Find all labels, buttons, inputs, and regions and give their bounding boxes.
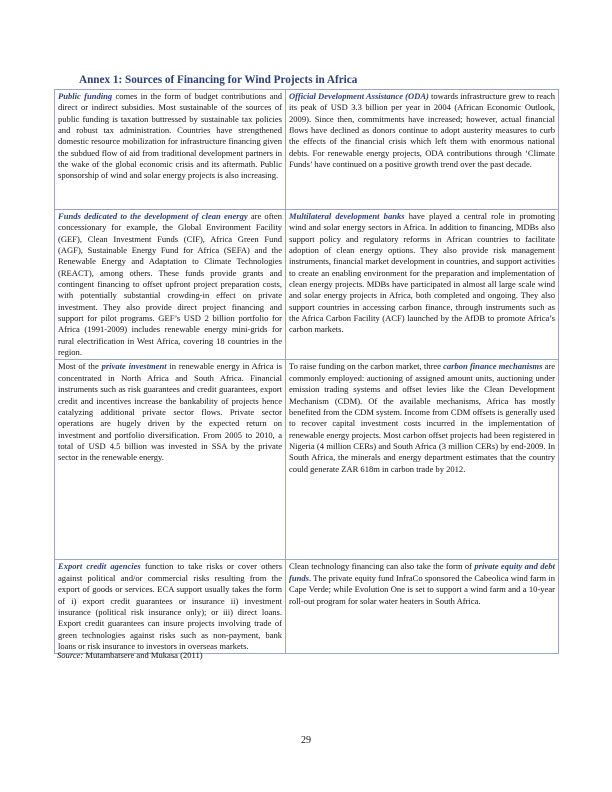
cell-text-prefix: Clean technology financing can also take the form of xyxy=(289,561,475,572)
highlighted-term: Funds dedicated to the development of clean energy xyxy=(58,211,248,221)
table-cell-public-funding xyxy=(55,90,286,210)
table-cell-private-investment xyxy=(55,360,286,560)
source-note xyxy=(57,650,203,661)
table-row xyxy=(55,560,559,654)
cell-text: towards infrastructure grew to reach its peak of USD 3.3 billion per year in 2004 (African Economic Outlook, 2009). Since then, commitments have increased; however, actual financial flows have declined as donors continue to adopt austerity measures to curb the effects of the financial crisis which left them with enormous national debts. For renewable energy projects, ODA contributions through ‘Climate Funds’ have continued on a positive growth trend over the past decade. xyxy=(289,91,556,170)
highlighted-term: Public funding xyxy=(58,91,113,101)
highlighted-term: Official Development Assistance (ODA) xyxy=(289,91,429,101)
table-row xyxy=(55,210,559,360)
cell-text: function to take risks or cover others against political and/or commercial risks resulting from the export of goods or services. ECA support usually takes the form of i) export credit guarantees or insurance ii) investment insurance (political risk insurance only); or iii) direct loans. Export credit guarantees can insure projects involving trade of green technologies against risks such as non-payment, bank loans or risk insurance to investors in overseas markets. xyxy=(58,561,282,651)
highlighted-term: private equity and debt funds xyxy=(289,561,555,583)
source-label: Source: xyxy=(57,650,84,660)
cell-text: in renewable energy in Africa is concentrated in North Africa and South Africa. Financial instruments such as risk guarantees and credit guarantees, export credit and incentives increase the bankability of projects hence catalyzing additional private sector flows. Private sector operations are hugely driven by the expected return on investment and portfolio diversification. From 2005 to 2010, a total of USD 4.5 billion was invested in SSA by the private sector in the renewable energy. xyxy=(58,361,282,463)
source-text: Mutambatsere and Mukasa (2011) xyxy=(83,650,203,660)
annex-title: Annex 1: Sources of Financing for Wind Projects in Africa xyxy=(79,74,358,86)
cell-text: are commonly employed: auctioning of assigned amount units, auctioning under emission trading systems and offset levies like the Clean Development Mechanism (CDM). Of the available mechanisms, Africa has mostly benefited from the CDM system. Income from CDM offsets is generally used to recover capital investment costs incurred in the implementation of renewable energy projects. Most carbon offset projects had been registered in Nigeria (4 million CERs) and South Africa (3 million CERs) by end-2009. In South Africa, the minerals and energy department estimates that the country could generate ZAR 618m in carbon trade by 2012. xyxy=(289,361,556,474)
cell-text: have played a central role in promoting wind and solar energy sectors in Africa. In addition to financing, MDBs also support policy and regulatory reforms in African countries to facilitate adoption of clean energy options. They also provide risk management instruments, financial market development in countries, and support activities to create an enabling environment for the preparation and implementation of clean energy projects. MDBs have participated in almost all large scale wind and solar energy projects in Africa, both completed and ongoing. They also support countries in accessing carbon finance, through instruments such as the Africa Carbon Facility (ACF) launched by the AfDB to promote Africa’s carbon markets. xyxy=(289,211,555,335)
table-cell-export-credit xyxy=(55,560,286,654)
table-cell-private-equity xyxy=(286,560,559,654)
table-row xyxy=(55,90,559,210)
cell-text: comes in the form of budget contributions and direct or indirect subsidies. Most sustainable of the sources of public funding is taxation buttressed by sustainable tax policies and robust tax administration. Countries have strengthened domestic resource mobilization for infrastructure financing given the subdued flow of aid from traditional development partners in the wake of the global economic crisis and its aftermath. Public sponsorship of wind and solar energy projects is also increasing. xyxy=(58,91,282,181)
table-cell-mdbs xyxy=(286,210,559,360)
highlighted-term: private investment xyxy=(101,361,167,372)
table-cell-oda xyxy=(286,90,559,210)
page-number: 29 xyxy=(301,735,311,746)
cell-text-prefix: To raise funding on the carbon market, three xyxy=(289,361,444,372)
highlighted-term: Multilateral development banks xyxy=(289,211,405,221)
table-cell-carbon-finance xyxy=(286,360,559,560)
financing-sources-table xyxy=(54,89,559,654)
highlighted-term: carbon finance mechanisms xyxy=(443,361,543,372)
highlighted-term: Export credit agencies xyxy=(58,561,141,572)
cell-text-prefix: Most of the xyxy=(58,361,102,372)
cell-text: . The private equity fund InfraCo sponsored the Cabeolica wind farm in Cape Verde; while Evolution One is set to support a wind farm and a 10-year roll-out program for solar water heaters in South Africa. xyxy=(289,572,555,606)
table-row xyxy=(55,360,559,560)
table-cell-clean-energy-funds xyxy=(55,210,286,360)
cell-text: are often concessionary for example, the Global Environment Facility (GEF), Clean Investment Funds (CIF), Africa Green Fund (AGF), Sustainable Energy Fund for Africa (SEFA) and the Renewable Energy and Adaptation to Climate Technologies (REACT), among others. These funds provide grants and contingent financing to offset upfront project preparation costs, with potentially substantial crowding-in effect on private investment. They also provide direct project financing and support for pilot programs. GEF’s USD 2 billion portfolio for Africa (1991-2009) includes renewable energy mini-grids for rural electrification in West Africa, covering 18 countries in the region. xyxy=(58,211,282,358)
